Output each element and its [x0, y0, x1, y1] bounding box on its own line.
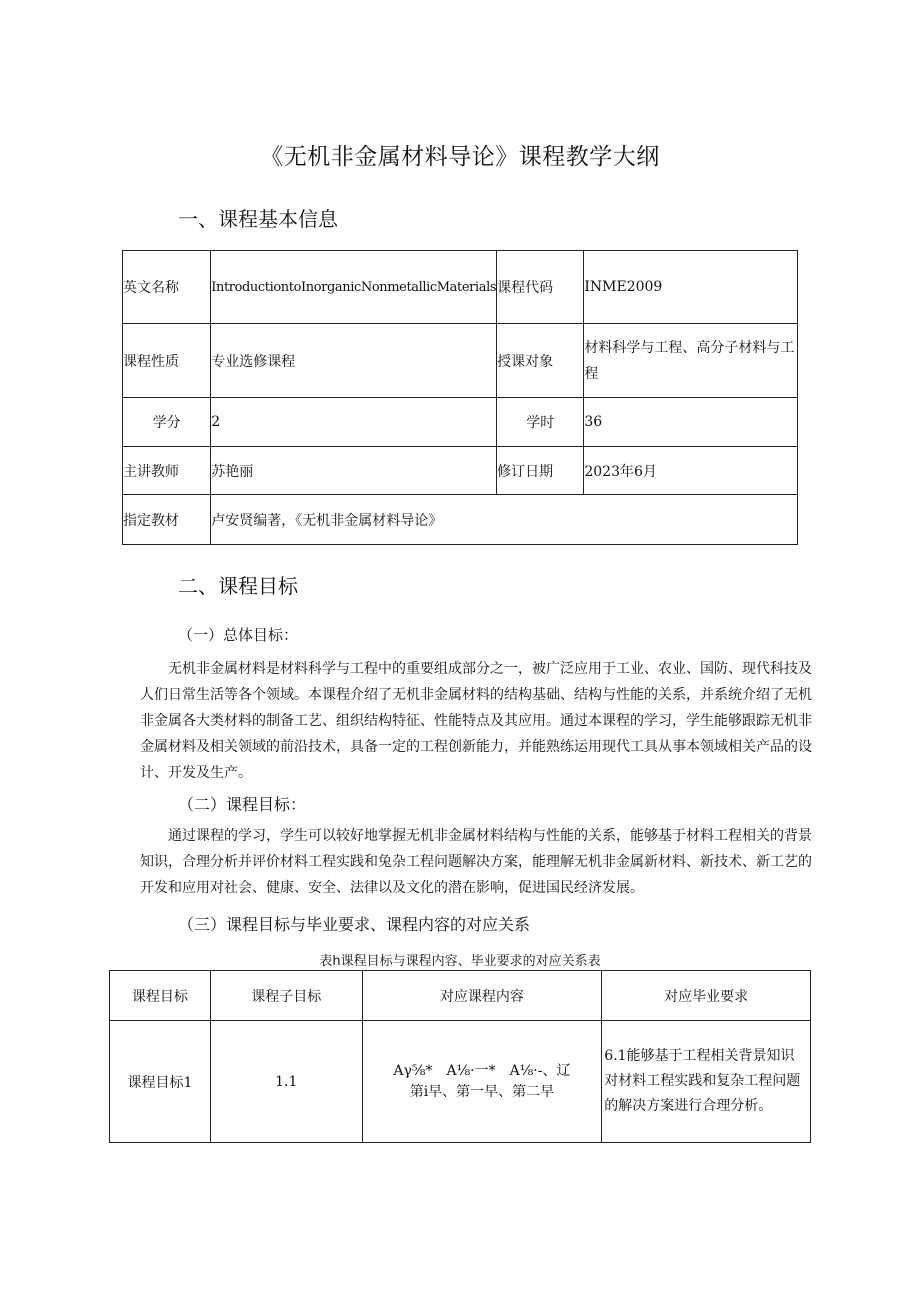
- hours-label: 学时: [497, 398, 584, 447]
- goal-mapping-table: [109, 970, 811, 1143]
- english-name-value: IntroductiontoInorganicNonmetallicMaterials: [211, 251, 497, 324]
- cell-goal: 课程目标1: [110, 1021, 211, 1143]
- credit-label: 学分: [123, 398, 211, 447]
- cell-content-line2: 第i早、第一早、第二早: [409, 1083, 555, 1100]
- table-header-goal: 课程目标: [110, 971, 211, 1021]
- overall-goal-paragraph: 无机非金属材料是材料科学与工程中的重要组成部分之一，被广泛应用于工业、农业、国防、现代科技及人们日常生活等各个领域。本课程介绍了无机非金属材料的结构基础、结构与性能的关系，并系统介绍了无机非金属各大类材料的制备工艺、组织结构特征、性能特点及其应用。通过本课程的学习，学生能够跟踪无机非金属材料及相关领域的前沿技术，具备一定的工程创新能力，并能熟练运用现代工具从事本领域相关产品的设计、开发及生产。: [140, 661, 812, 781]
- english-name-label: 英文名称: [123, 251, 211, 324]
- course-code-label: 课程代码: [497, 251, 584, 324]
- textbook-label: 指定教材: [123, 495, 211, 545]
- subheading-course-goal: （二）课程目标：: [178, 795, 307, 814]
- course-goal-paragraph: 通过课程的学习，学生可以较好地掌握无机非金属材料结构与性能的关系，能够基于材料工程相关的背景知识，合理分析并评价材料工程实践和兔杂工程问题解决方案，能理解无机非金属新材料、新技术、新工艺的开发和应用对社会、健康、安全、法律以及文化的潜在影响，促进国民经济发展。: [140, 828, 812, 896]
- nature-label: 课程性质: [123, 324, 211, 398]
- revision-label: 修订日期: [497, 447, 584, 495]
- credit-value: 2: [211, 398, 497, 447]
- course-code-value: INME2009: [584, 251, 798, 324]
- hours-value: 36: [584, 398, 798, 447]
- table-header-requirement: 对应毕业要求: [602, 971, 811, 1021]
- subheading-correspondence: （三）课程目标与毕业要求、课程内容的对应关系: [178, 915, 531, 934]
- page-title: 《无机非金属材料导论》课程教学大纲: [260, 144, 660, 170]
- basic-info-table: [122, 250, 798, 545]
- subheading-overall-goal: （一）总体目标：: [178, 626, 299, 644]
- cell-requirement: 6.1能够基于工程相关背景知识对材料工程实践和复杂工程问题的解决方案进行合理分析。: [602, 1021, 811, 1143]
- table-header-content: 对应课程内容: [362, 971, 602, 1021]
- revision-value: 2023年6月: [584, 447, 798, 495]
- cell-content: [362, 1021, 602, 1143]
- section-heading-course-goals: 二、课程目标: [178, 574, 298, 598]
- table-header-subgoal: 课程子目标: [210, 971, 362, 1021]
- table-caption: 表h课程目标与课程内容、毕业要求的对应关系表: [319, 954, 601, 969]
- table-row: [110, 1021, 811, 1143]
- nature-value: 专业选修课程: [211, 324, 497, 398]
- cell-subgoal: 1.1: [210, 1021, 362, 1143]
- teacher-label: 主讲教师: [123, 447, 211, 495]
- audience-value: 材料科学与工程、高分子材料与工程: [584, 324, 798, 398]
- textbook-value: 卢安贤编著，《无机非金属材料导论》: [211, 495, 798, 545]
- section-heading-basic-info: 一、课程基本信息: [178, 207, 338, 231]
- teacher-value: 苏艳丽: [211, 447, 497, 495]
- audience-label: 授课对象: [497, 324, 584, 398]
- cell-content-line1: Aγ⅝* A⅛·一* A⅛·-、辽: [393, 1062, 571, 1079]
